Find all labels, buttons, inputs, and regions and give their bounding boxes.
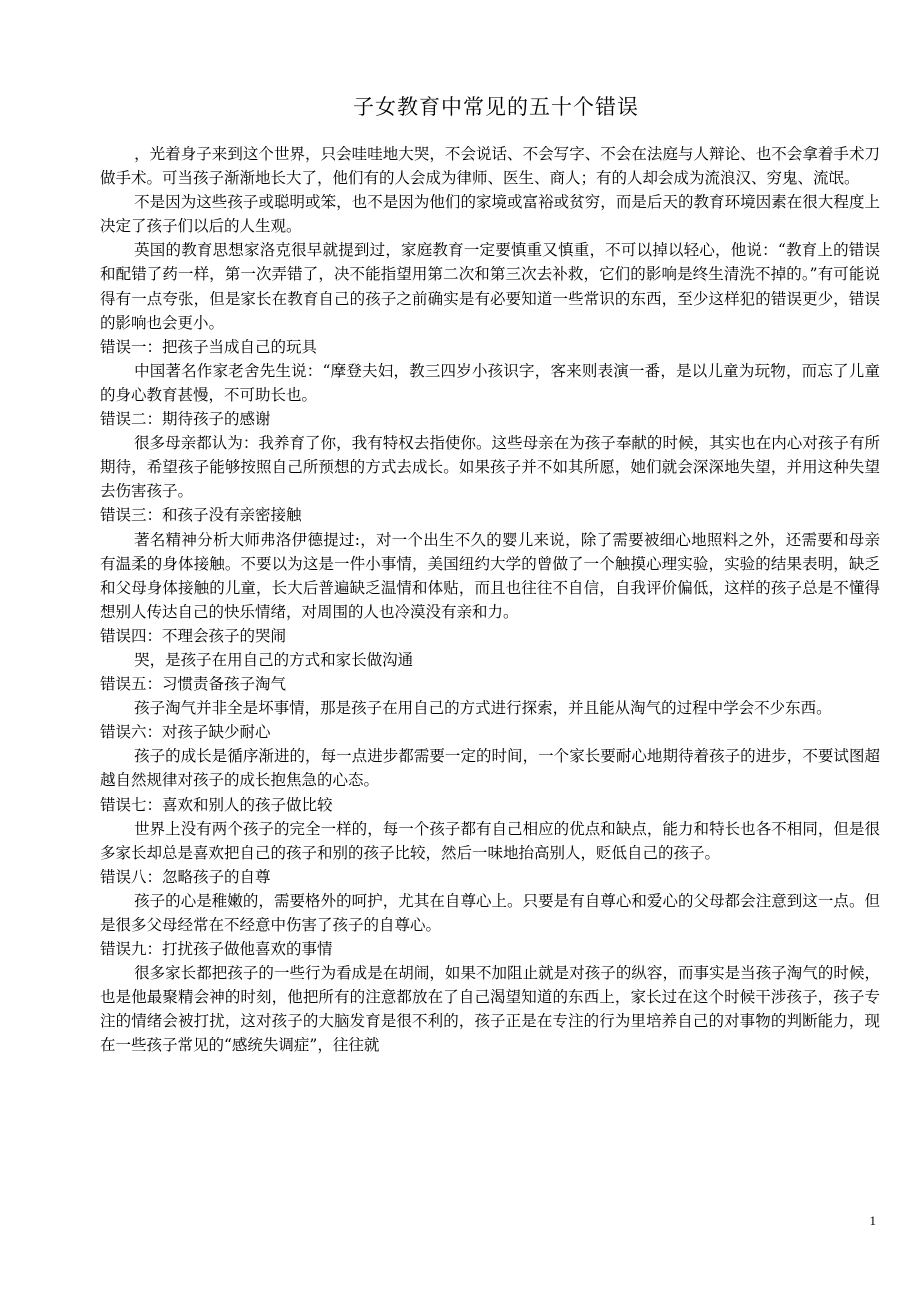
error-heading-5: 错误五：习惯责备孩子淘气 bbox=[100, 675, 287, 694]
page-number: 1 bbox=[869, 1213, 876, 1228]
error-heading-7: 错误七：喜欢和别人的孩子做比较 bbox=[100, 795, 333, 814]
error-body-9: 很多家长都把孩子的一些行为看成是在胡闹，如果不加阻止就是对孩子的纵容，而事实是当孩子淘气的时候，也是他最聚精会神的时刻，他把所有的注意都放在了自己渴望知道的东西上，家长过在这个时候干涉孩子，孩子专注的情绪会被打扰，这对孩子的大脑发育是很不利的，孩子正是在专注的行为里培养自己的对事物的判断能力，现在一些孩子常见的“感统失调症”，往往就 bbox=[100, 964, 880, 1055]
error-heading-4: 错误四：不理会孩子的哭闹 bbox=[100, 626, 287, 645]
document-page bbox=[100, 92, 880, 1058]
error-body-4: 哭，是孩子在用自己的方式和家长做沟通 bbox=[134, 650, 414, 669]
error-body-1: 中国著名作家老舍先生说：“摩登夫妇，教三四岁小孩识字，客来则表演一番，是以儿童为玩物，而忘了儿童的身心教育甚慢，不可助长也。 bbox=[100, 361, 880, 404]
error-body-8: 孩子的心是稚嫩的，需要格外的呵护，尤其在自尊心上。只要是有自尊心和爱心的父母都会注意到这一点。但是很多父母经常在不经意中伤害了孩子的自尊心。 bbox=[100, 891, 880, 934]
intro-paragraph-1: ，光着身子来到这个世界，只会哇哇地大哭，不会说话、不会写字、不会在法庭与人辩论、也不会拿着手术刀做手术。可当孩子渐渐地长大了，他们有的人会成为律师、医生、商人；有的人却会成为流浪汉、穷鬼、流氓。 bbox=[100, 145, 880, 188]
intro-paragraph-2: 不是因为这些孩子或聪明或笨，也不是因为他们的家境或富裕或贫穷，而是后天的教育环境因素在很大程度上决定了孩子们以后的人生观。 bbox=[100, 193, 880, 236]
error-heading-6: 错误六：对孩子缺少耐心 bbox=[100, 723, 271, 742]
error-heading-2: 错误二：期待孩子的感谢 bbox=[100, 410, 271, 429]
intro-paragraph-3: 英国的教育思想家洛克很早就提到过，家庭教育一定要慎重又慎重，不可以掉以轻心，他说：“教育上的错误和配错了药一样，第一次弄错了，决不能指望用第二次和第三次去补救，它们的影响是终生清洗不掉的。”有可能说得有一点夸张，但是家长在教育自己的孩子之前确实是有必要知道一些常识的东西，至少这样犯的错误更少，错误的影响也会更小。 bbox=[100, 241, 880, 332]
error-body-6: 孩子的成长是循序渐进的，每一点进步都需要一定的时间，一个家长要耐心地期待着孩子的进步，不要试图超越自然规律对孩子的成长抱焦急的心态。 bbox=[100, 747, 880, 790]
error-body-2: 很多母亲都认为：我养育了你，我有特权去指使你。这些母亲在为孩子奉献的时候，其实也在内心对孩子有所期待，希望孩子能够按照自己所预想的方式去成长。如果孩子并不如其所愿，她们就会深深地失望，并用这种失望去伤害孩子。 bbox=[100, 434, 880, 501]
document-title: 子女教育中常见的五十个错误 bbox=[353, 95, 639, 119]
error-heading-1: 错误一：把孩子当成自己的玩具 bbox=[100, 337, 318, 356]
error-body-7: 世界上没有两个孩子的完全一样的，每一个孩子都有自己相应的优点和缺点，能力和特长也各不相同，但是很多家长却总是喜欢把自己的孩子和别的孩子比较，然后一味地抬高别人，贬低自己的孩子。 bbox=[100, 819, 880, 862]
error-heading-9: 错误九：打扰孩子做他喜欢的事情 bbox=[100, 940, 333, 959]
error-heading-8: 错误八：忽略孩子的自尊 bbox=[100, 867, 271, 886]
error-body-3: 著名精神分析大师弗洛伊德提过:，对一个出生不久的婴儿来说，除了需要被细心地照料之外，还需要和母亲有温柔的身体接触。不要以为这是一件小事情，美国纽约大学的曾做了一个触摸心理实验，实验的结果表明，缺乏和父母身体接触的儿童，长大后普遍缺乏温情和体贴，而且也往往不自信，自我评价偏低，这样的孩子总是不懂得想别人传达自己的快乐情绪，对周围的人也冷漠没有亲和力。 bbox=[100, 530, 880, 621]
error-heading-3: 错误三：和孩子没有亲密接触 bbox=[100, 506, 302, 525]
error-body-5: 孩子淘气并非全是坏事情，那是孩子在用自己的方式进行探索，并且能从淘气的过程中学会不少东西。 bbox=[134, 699, 832, 718]
